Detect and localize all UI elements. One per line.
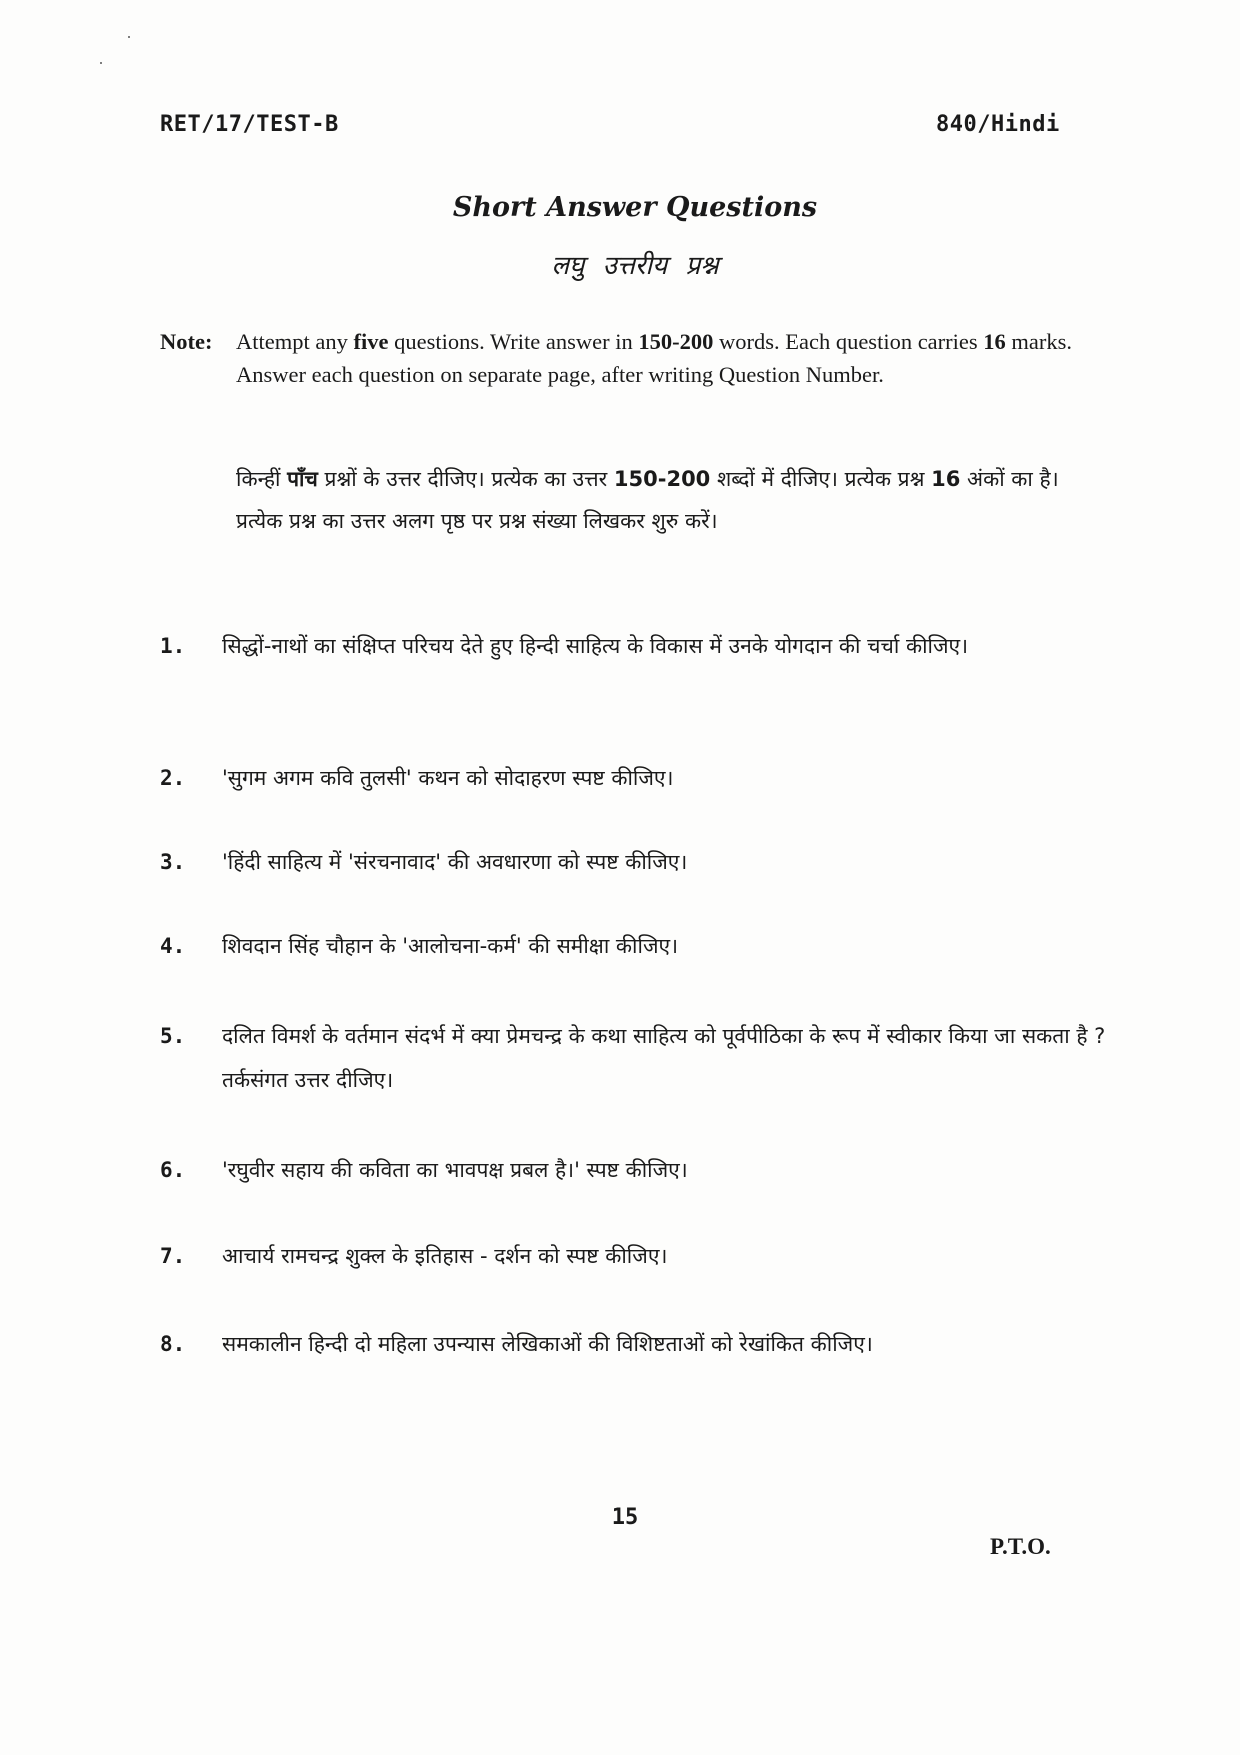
question-number: 5. (160, 1024, 186, 1048)
question-text: 'हिंदी साहित्य में 'संरचनावाद' की अवधारणा को स्पष्ट कीजिए। (222, 850, 688, 874)
scan-speck (128, 36, 130, 38)
question-4 (160, 924, 1110, 968)
question-3 (160, 840, 1110, 884)
question-number: 1. (160, 634, 186, 658)
question-2 (160, 756, 1110, 800)
question-text: आचार्य रामचन्द्र शुक्ल के इतिहास - दर्शन को स्पष्ट कीजिए। (222, 1244, 668, 1268)
note-english (160, 325, 1100, 391)
question-text: दलित विमर्श के वर्तमान संदर्भ में क्या प्रेमचन्द्र के कथा साहित्य को पूर्वपीठिका के रूप में स्वीकार किया जा सकता है ? तर्कसंगत उत्तर दीजिए। (222, 1024, 1106, 1092)
question-text: समकालीन हिन्दी दो महिला उपन्यास लेखिकाओं की विशिष्टताओं को रेखांकित कीजिए। (222, 1332, 873, 1356)
paper-code: RET/17/TEST-B (160, 112, 339, 137)
please-turn-over: P.T.O. (990, 1534, 1051, 1559)
note-text-english: Attempt any five questions. Write answer in 150-200 words. Each question carries 16 marks. Answer each question on separate page, after writing Question Number. (236, 329, 1073, 387)
question-6 (160, 1148, 1110, 1192)
question-number: 7. (160, 1244, 186, 1268)
question-1 (160, 624, 1110, 668)
note-label: Note: (160, 329, 213, 354)
question-7 (160, 1234, 1110, 1278)
page-number: 15 (611, 1505, 639, 1530)
note-text-hindi: किन्हीं पाँच प्रश्नों के उत्तर दीजिए। प्रत्येक का उत्तर 150-200 शब्दों में दीजिए। प्रत्येक प्रश्न 16 अंकों का है। प्रत्येक प्रश्न का उत्तर अलग पृष्ठ पर प्रश्न संख्या लिखकर शुरु करें। (236, 467, 1059, 533)
question-8 (160, 1322, 1110, 1366)
question-number: 3. (160, 850, 186, 874)
question-number: 4. (160, 934, 186, 958)
question-number: 2. (160, 766, 186, 790)
section-title-english: Short Answer Questions (452, 192, 818, 223)
section-title-hindi: लघु उत्तरीय प्रश्न (551, 251, 719, 281)
question-number: 6. (160, 1158, 186, 1182)
question-text: 'सुगम अगम कवि तुलसी' कथन को सोदाहरण स्पष्ट कीजिए। (222, 766, 674, 790)
question-text: शिवदान सिंह चौहान के 'आलोचना-कर्म' की समीक्षा कीजिए। (222, 934, 679, 958)
question-5 (160, 1014, 1110, 1102)
scan-speck (100, 62, 102, 64)
subject-code: 840/Hindi (936, 112, 1060, 137)
question-text: 'रघुवीर सहाय की कविता का भावपक्ष प्रबल है।' स्पष्ट कीजिए। (222, 1158, 688, 1182)
question-number: 8. (160, 1332, 186, 1356)
question-text: सिद्धों-नाथों का संक्षिप्त परिचय देते हुए हिन्दी साहित्य के विकास में उनके योगदान की चर्चा कीजिए। (222, 634, 969, 658)
